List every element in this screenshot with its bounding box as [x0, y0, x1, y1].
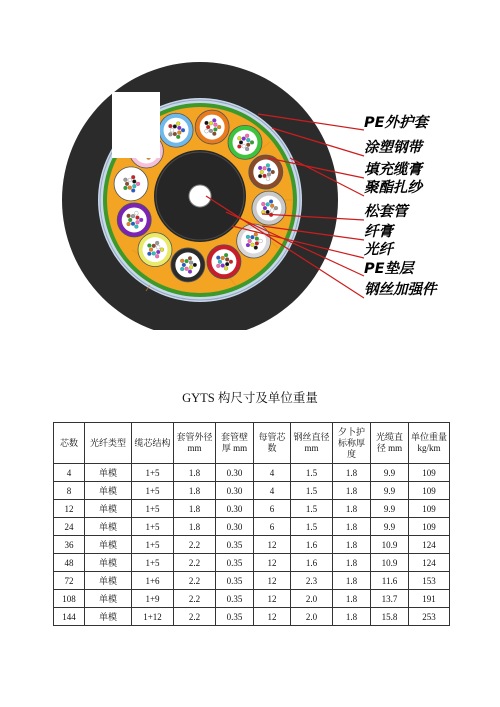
fiber — [155, 254, 159, 258]
fiber — [136, 220, 140, 224]
fiber — [176, 122, 180, 126]
fiber — [225, 258, 229, 262]
table-cell: 单模 — [85, 482, 132, 500]
fiber — [136, 216, 140, 220]
fiber — [239, 140, 243, 144]
fiber — [263, 166, 267, 170]
fiber — [224, 267, 228, 271]
table-cell: 10.9 — [371, 554, 409, 572]
fiber — [246, 235, 250, 239]
fiber — [263, 206, 267, 210]
table-cell: 124 — [409, 554, 450, 572]
fiber — [188, 270, 192, 274]
fiber — [258, 174, 262, 178]
fiber — [188, 256, 192, 260]
fiber — [269, 200, 273, 204]
fiber — [134, 225, 138, 229]
column-header: 光纤类型 — [85, 423, 132, 464]
fiber — [246, 143, 250, 147]
table-cell: 1.6 — [291, 536, 333, 554]
loose-tube — [171, 248, 205, 282]
table-row — [54, 536, 450, 554]
table-row — [54, 482, 450, 500]
table-cell: 单模 — [85, 518, 132, 536]
fiber — [206, 125, 210, 129]
table-cell: 109 — [409, 500, 450, 518]
fiber — [212, 119, 216, 123]
loose-tube — [159, 113, 193, 147]
fiber — [155, 241, 159, 245]
table-cell: 124 — [409, 536, 450, 554]
table-cell: 单模 — [85, 536, 132, 554]
fiber — [266, 210, 270, 214]
table-cell: 0.35 — [216, 536, 254, 554]
table-cell: 2.2 — [174, 554, 216, 572]
fiber — [258, 166, 262, 170]
fiber — [125, 182, 129, 186]
fiber — [180, 267, 184, 271]
fiber — [181, 128, 185, 132]
fiber — [274, 206, 278, 210]
loose-tube — [228, 125, 262, 159]
spec-table-header-row — [54, 423, 450, 464]
fiber — [266, 164, 270, 168]
table-cell: 单模 — [85, 572, 132, 590]
table-cell: 144 — [54, 608, 85, 626]
table-cell: 1.8 — [333, 554, 371, 572]
table-cell: 1+5 — [132, 536, 174, 554]
table-row — [54, 608, 450, 626]
callout-outer-sheath: PE外护套 — [364, 115, 429, 131]
fiber — [245, 147, 249, 151]
fiber — [271, 170, 275, 174]
table-cell: 108 — [54, 590, 85, 608]
fiber — [189, 261, 193, 265]
column-header: 单位重量 kg/km — [409, 423, 450, 464]
table-cell: 1.6 — [291, 554, 333, 572]
table-cell: 1+5 — [132, 554, 174, 572]
table-cell: 4 — [254, 464, 291, 482]
fiber — [152, 252, 156, 256]
loose-tube — [117, 203, 151, 237]
fiber — [128, 178, 132, 182]
table-cell: 6 — [254, 500, 291, 518]
fiber — [182, 263, 186, 267]
fiber — [209, 129, 213, 133]
fiber — [212, 132, 216, 136]
fiber — [205, 129, 209, 133]
table-cell: 单模 — [85, 464, 132, 482]
fiber — [217, 125, 221, 129]
fiber — [132, 180, 136, 184]
fiber — [216, 264, 220, 268]
fiber — [237, 145, 241, 149]
table-cell: 9.9 — [371, 464, 409, 482]
callout-fiber: 光纤 — [364, 242, 393, 258]
fiber — [127, 214, 131, 218]
table-row — [54, 500, 450, 518]
fiber — [185, 267, 189, 271]
table-cell: 1.8 — [174, 464, 216, 482]
fiber — [209, 121, 213, 125]
spec-table — [53, 422, 450, 626]
fiber — [136, 182, 140, 186]
table-cell: 109 — [409, 482, 450, 500]
fiber — [246, 138, 250, 142]
loose-tube — [252, 191, 286, 225]
fiber — [132, 184, 136, 188]
fiber — [266, 177, 270, 181]
fiber — [260, 170, 264, 174]
loose-tube — [207, 245, 241, 279]
fiber — [225, 262, 229, 266]
table-cell: 2.0 — [291, 590, 333, 608]
table-cell: 1.8 — [174, 500, 216, 518]
table-cell: 1+6 — [132, 572, 174, 590]
fiber — [170, 128, 174, 132]
table-cell: 12 — [254, 608, 291, 626]
table-cell: 9.9 — [371, 518, 409, 536]
table-cell: 1.8 — [333, 518, 371, 536]
fiber — [254, 246, 258, 250]
loose-tube — [114, 167, 148, 201]
fiber — [173, 132, 177, 136]
loose-tube — [237, 224, 271, 258]
table-cell: 2.2 — [174, 572, 216, 590]
table-cell: 153 — [409, 572, 450, 590]
table-cell: 109 — [409, 464, 450, 482]
table-cell: 12 — [254, 554, 291, 572]
table-cell: 36 — [54, 536, 85, 554]
fiber — [248, 239, 252, 243]
table-cell: 单模 — [85, 608, 132, 626]
fiber — [180, 259, 184, 263]
table-cell: 12 — [254, 590, 291, 608]
fiber — [242, 137, 246, 141]
table-cell: 0.35 — [216, 590, 254, 608]
fiber — [149, 248, 153, 252]
table-cell: 1.5 — [291, 464, 333, 482]
table-row — [54, 554, 450, 572]
fiber — [242, 144, 246, 148]
table-cell: 1+5 — [132, 518, 174, 536]
fiber — [168, 132, 172, 136]
table-cell: 24 — [54, 518, 85, 536]
fiber — [237, 136, 241, 140]
callout-binder-yarn: 聚酯扎纱 — [364, 180, 422, 196]
cable-cross-section-diagram — [0, 0, 500, 330]
fiber — [221, 256, 225, 260]
table-cell: 1+5 — [132, 482, 174, 500]
table-cell: 2.3 — [291, 572, 333, 590]
column-header: 芯数 — [54, 423, 85, 464]
fiber — [131, 189, 135, 193]
fiber — [156, 245, 160, 249]
loose-tube — [195, 110, 229, 144]
fiber — [131, 175, 135, 179]
table-cell: 2.0 — [291, 608, 333, 626]
fiber — [267, 168, 271, 172]
fiber — [267, 173, 271, 177]
fiber — [213, 128, 217, 132]
fiber — [147, 252, 151, 256]
fiber — [128, 218, 132, 222]
column-header: 套管壁厚 mm — [216, 423, 254, 464]
fiber — [128, 186, 132, 190]
table-cell: 1.5 — [291, 518, 333, 536]
table-cell: 11.6 — [371, 572, 409, 590]
fiber — [221, 264, 225, 268]
spec-table-title: GYTS 构尺寸及单位重量 — [182, 391, 318, 405]
fiber — [176, 135, 180, 139]
fiber — [229, 260, 233, 264]
table-cell: 0.30 — [216, 482, 254, 500]
table-cell: 0.30 — [216, 464, 254, 482]
fiber — [213, 123, 217, 127]
table-cell: 9.9 — [371, 482, 409, 500]
spec-table-body — [54, 464, 450, 626]
fiber — [255, 237, 259, 241]
table-cell: 4 — [54, 464, 85, 482]
table-cell: 12 — [54, 500, 85, 518]
table-cell: 12 — [254, 572, 291, 590]
fiber — [270, 209, 274, 213]
fiber — [131, 214, 135, 218]
callout-steel-tape: 涂塑钢带 — [364, 140, 422, 156]
callout-steel-wire: 钢丝加强件 — [364, 282, 437, 298]
fiber — [173, 125, 177, 129]
fiber — [246, 243, 250, 247]
table-cell: 109 — [409, 518, 450, 536]
table-cell: 1.5 — [291, 500, 333, 518]
table-cell: 单模 — [85, 500, 132, 518]
table-cell: 2.2 — [174, 536, 216, 554]
fiber — [270, 204, 274, 208]
fiber — [127, 222, 131, 226]
fiber — [189, 265, 193, 269]
fiber — [160, 248, 164, 252]
table-cell: 1.5 — [291, 482, 333, 500]
table-cell: 1.8 — [174, 518, 216, 536]
callout-filling-compound: 填充缆膏 — [364, 162, 422, 178]
fiber — [255, 241, 259, 245]
column-header: 缆芯结构 — [132, 423, 174, 464]
column-header: 套管外径 mm — [174, 423, 216, 464]
loose-tube — [138, 233, 172, 267]
fiber — [263, 174, 267, 178]
table-cell: 9.9 — [371, 500, 409, 518]
table-cell: 2.2 — [174, 590, 216, 608]
fiber — [224, 253, 228, 257]
table-cell: 12 — [254, 536, 291, 554]
column-header: 光缆直径 mm — [371, 423, 409, 464]
table-cell: 48 — [54, 554, 85, 572]
table-cell: 1+5 — [132, 464, 174, 482]
table-cell: 单模 — [85, 554, 132, 572]
fiber — [205, 121, 209, 125]
table-row — [54, 590, 450, 608]
table-cell: 1.8 — [333, 608, 371, 626]
table-cell: 72 — [54, 572, 85, 590]
table-cell: 0.35 — [216, 608, 254, 626]
fiber — [218, 260, 222, 264]
table-cell: 0.30 — [216, 518, 254, 536]
fiber — [177, 131, 181, 135]
table-cell: 1+5 — [132, 500, 174, 518]
table-cell: 0.30 — [216, 500, 254, 518]
table-cell: 2.2 — [174, 608, 216, 626]
table-cell: 8 — [54, 482, 85, 500]
fiber — [261, 202, 265, 206]
fiber — [147, 244, 151, 248]
fiber — [245, 134, 249, 138]
fiber — [156, 250, 160, 254]
callout-pe-cushion: PE垫层 — [364, 261, 414, 277]
table-cell: 1+9 — [132, 590, 174, 608]
fiber — [259, 239, 263, 243]
fiber — [266, 202, 270, 206]
table-cell: 15.8 — [371, 608, 409, 626]
callout-fiber-gel: 纤膏 — [364, 224, 393, 240]
table-cell: 1.8 — [333, 572, 371, 590]
column-header: 钢丝直径 mm — [291, 423, 333, 464]
fiber — [139, 218, 143, 222]
fiber — [185, 259, 189, 263]
fiber — [152, 244, 156, 248]
callout-loose-tube: 松套管 — [364, 204, 408, 220]
table-row — [54, 518, 450, 536]
table-cell: 1.8 — [333, 500, 371, 518]
fiber — [216, 256, 220, 260]
table-cell: 单模 — [85, 590, 132, 608]
table-cell: 13.7 — [371, 590, 409, 608]
table-row — [54, 464, 450, 482]
sheath-cutout — [112, 92, 160, 158]
fiber — [254, 232, 258, 236]
fiber — [124, 178, 128, 182]
steel-wire — [189, 185, 211, 207]
table-cell: 4 — [254, 482, 291, 500]
fiber — [250, 235, 254, 239]
table-cell: 1.8 — [174, 482, 216, 500]
fiber — [131, 222, 135, 226]
fiber — [193, 263, 197, 267]
fiber — [168, 124, 172, 128]
table-cell: 0.35 — [216, 572, 254, 590]
fiber — [134, 211, 138, 215]
fiber — [124, 186, 128, 190]
table-cell: 253 — [409, 608, 450, 626]
table-row — [54, 572, 450, 590]
table-cell: 1.8 — [333, 590, 371, 608]
table-cell: 1.8 — [333, 464, 371, 482]
table-cell: 6 — [254, 518, 291, 536]
fiber — [250, 243, 254, 247]
fiber — [250, 140, 254, 144]
table-cell: 1.8 — [333, 536, 371, 554]
table-cell: 0.35 — [216, 554, 254, 572]
table-cell: 191 — [409, 590, 450, 608]
table-cell: 1.8 — [333, 482, 371, 500]
column-header: 每管芯数 — [254, 423, 291, 464]
table-cell: 1+12 — [132, 608, 174, 626]
fiber — [177, 126, 181, 130]
column-header: 夕卜护标称厚度 — [333, 423, 371, 464]
table-cell: 10.9 — [371, 536, 409, 554]
